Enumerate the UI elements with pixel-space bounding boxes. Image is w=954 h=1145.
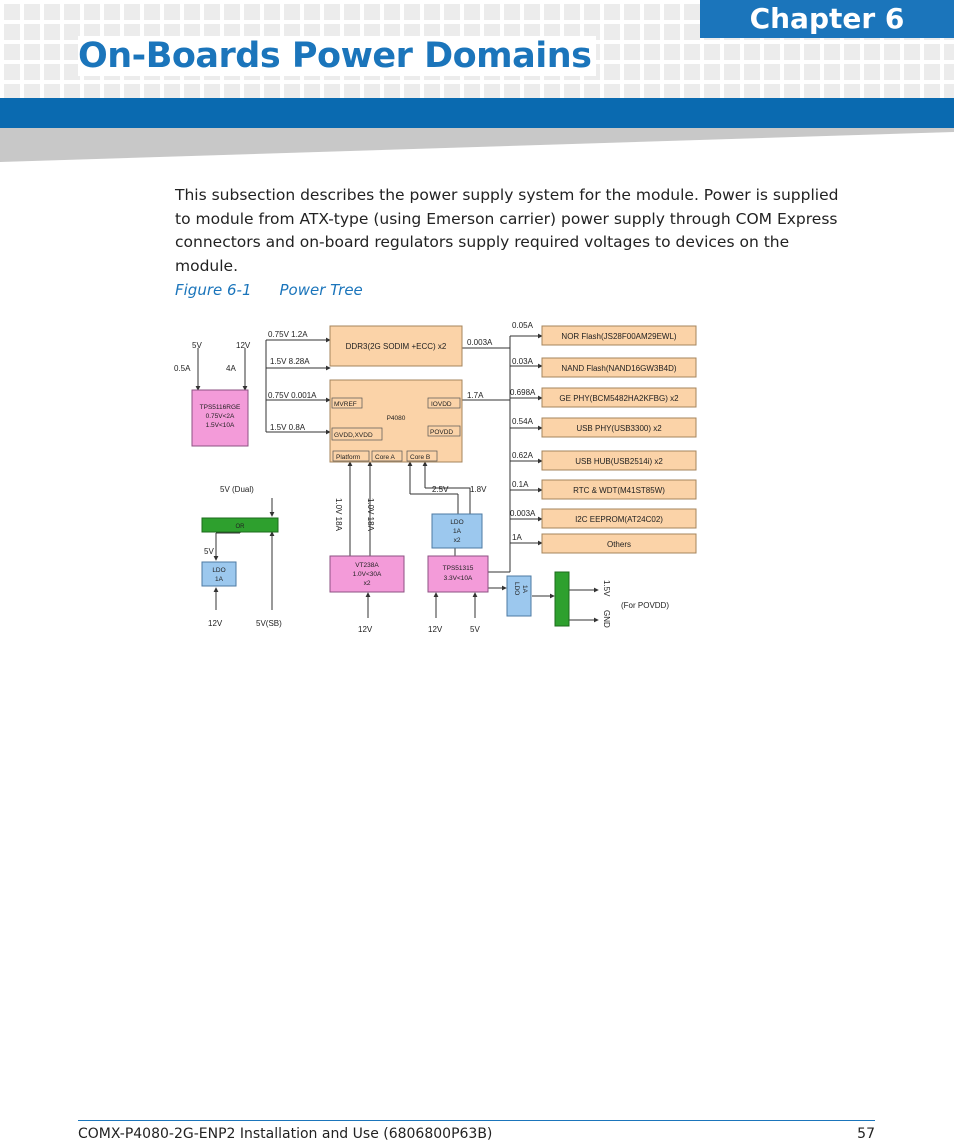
peripheral-current: 0.003A [510,509,536,518]
p4080-label: P4080 [386,415,406,422]
or-bar-label: OR [235,524,245,530]
tps51315-12v: 12V [428,625,443,634]
peripheral-current: 1A [512,533,522,542]
rail-25v: 2.5V [432,485,449,494]
ldo-small-label: LDO [212,567,226,574]
peripheral-current: 0.54A [512,417,533,426]
current-ddr: 0.003A [467,338,493,347]
rail-18v: 1.8V [470,485,487,494]
footer-doc-title: COMX-P4080-2G-ENP2 Installation and Use (6806800P63B) [78,1126,493,1142]
vt238-label: VT238A [355,562,379,569]
ldo-small-5vsb: 5V(SB) [256,619,282,628]
ldo-small-input: 5V [204,547,214,556]
dual-label: 5V (Dual) [220,485,254,494]
header-band [0,98,954,128]
peripheral-name: NAND Flash(NAND16GW3B4D) [561,364,677,373]
p4080-gvdd: GVDD,XVDD [334,432,373,439]
peripheral-name: GE PHY(BCM5482HA2KFBG) x2 [559,394,679,403]
ldo-x2-count: x2 [453,537,461,544]
peripheral-current: 0.05A [512,321,533,330]
ldo-small-12v: 12V [208,619,223,628]
peripheral-name: NOR Flash(JS28F00AM29EWL) [561,332,677,341]
intro-paragraph: This subsection describes the power supply system for the module. Power is supplied to module from ATX-type (using Emerson carrier) power supply through COM Express connectors and on-board regulators supply required voltages to devices on the module. [175,186,839,275]
rail-label-4: 1.5V 0.8A [270,423,306,432]
input-5v: 5V [192,341,202,350]
core-rail-a: 1.0V 18A [334,498,343,531]
tps5116-rail1: 0.75V<2A [205,413,235,420]
tps5116-rail2: 1.5V<10A [205,422,235,429]
p4080-corea: Core A [375,454,395,461]
ddr3-label: DDR3(2G SODIM +ECC) x2 [345,342,447,351]
povdd-gnd: GND [602,610,611,628]
p4080-mvref: MVREF [334,401,357,408]
tps51315-label: TPS51315 [442,565,474,572]
povdd-bar [555,572,569,626]
peripheral-name: USB HUB(USB2514i) x2 [575,457,663,466]
peripheral-current: 0.698A [510,388,536,397]
figure-caption [175,281,363,299]
page-title: On-Boards Power Domains [78,36,596,76]
rail-label-2: 1.5V 8.28A [270,357,310,366]
vt238-12v: 12V [358,625,373,634]
ldo-rotated-current: 1A [521,585,528,593]
vt238-count: x2 [363,580,371,587]
peripheral-name: RTC & WDT(M41ST85W) [573,486,665,495]
ldo-rotated-label: LDO [513,582,520,596]
rail-label-3: 0.75V 0.001A [268,391,317,400]
figure-number: Figure 6-1 [175,281,252,299]
peripheral-name: USB PHY(USB3300) x2 [576,424,662,433]
ldo-x2-label: LDO [450,519,464,526]
rail-label-1: 0.75V 1.2A [268,330,308,339]
tps51315-5v: 5V [470,625,480,634]
p4080-platform: Platform [336,454,361,461]
ldo-small-current: 1A [215,576,223,583]
ldo-x2-current: 1A [453,528,461,535]
input-4a: 4A [226,364,236,373]
p4080-coreb: Core B [410,454,431,461]
povdd-15v: 1.5V [602,580,611,597]
peripheral-list [510,321,696,553]
footer-rule [78,1120,875,1121]
chapter-label: Chapter 6 [700,0,954,38]
peripheral-name: Others [606,540,632,549]
input-12v: 12V [236,341,251,350]
power-tree-diagram [170,318,710,638]
current-iovdd: 1.7A [467,391,484,400]
peripheral-current: 0.03A [512,357,533,366]
peripheral-name: I2C EEPROM(AT24C02) [575,515,663,524]
p4080-povdd: POVDD [430,429,454,436]
tps51315-rail: 3.3V<10A [443,575,473,582]
header-wedge [0,128,954,164]
peripheral-current: 0.1A [512,480,529,489]
input-05a: 0.5A [174,364,191,373]
footer-page-number: 57 [857,1126,875,1142]
tps51315-block [428,556,488,592]
core-rail-b: 1.0V 18A [366,498,375,531]
tps5116-label: TPS5116RGE [199,404,241,411]
povdd-note: (For POVDD) [621,601,669,610]
figure-title: Power Tree [279,281,363,299]
vt238-rail: 1.0V<30A [352,571,382,578]
p4080-iovdd: IOVDD [431,401,452,408]
peripheral-current: 0.62A [512,451,533,460]
